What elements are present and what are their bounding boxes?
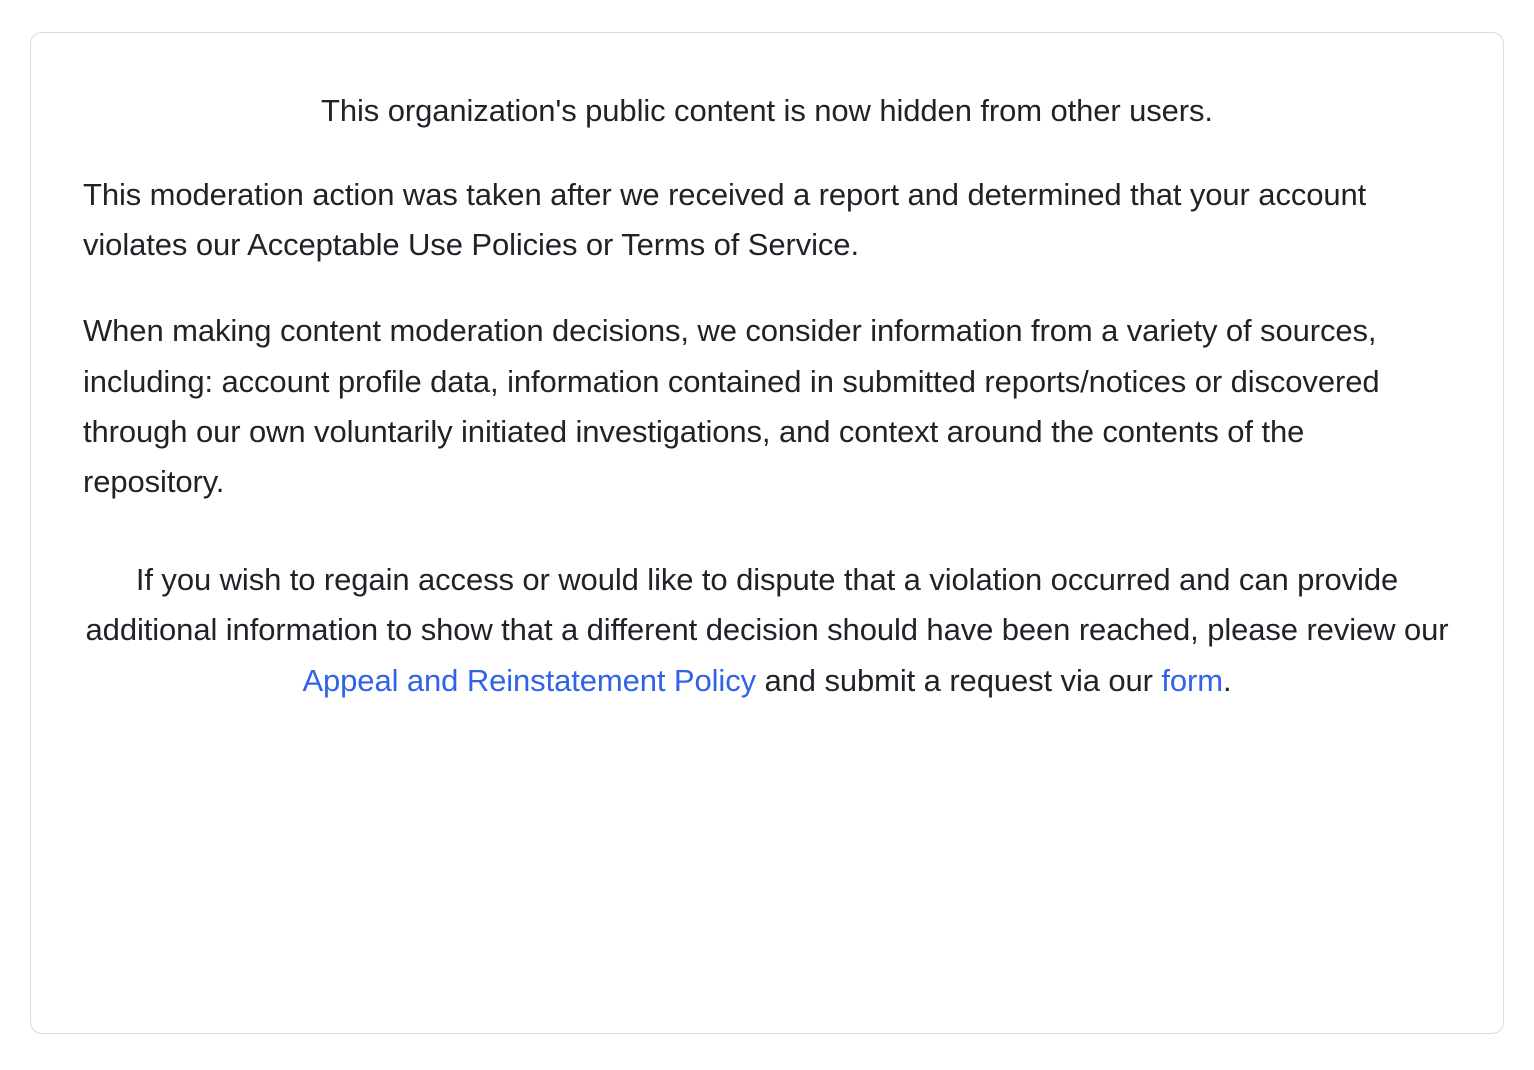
moderation-notice-card <box>30 32 1504 1034</box>
form-link[interactable]: form <box>1161 662 1224 698</box>
appeal-and-reinstatement-policy-link[interactable]: Appeal and Reinstatement Policy <box>302 662 757 698</box>
notice-paragraph-sources: When making content moderation decisions, we consider information from a variety of sources, including: account profile data, information contained in submitted reports/notices or discovered through our own voluntarily initiated investigations, and context around the contents of the repository. <box>83 313 1380 500</box>
notice-paragraph-reason: This moderation action was taken after we received a report and determined that your account violates our Acceptable Use Policies or Terms of Service. <box>83 176 1367 263</box>
appeal-text-suffix: . <box>1223 662 1232 698</box>
notice-headline: This organization's public content is now hidden from other users. <box>321 93 1213 128</box>
notice-appeal-paragraph <box>83 555 1451 706</box>
appeal-text-middle: and submit a request via our <box>756 662 1162 698</box>
appeal-text-prefix: If you wish to regain access or would like to dispute that a violation occurred and can provide additional information to show that a different decision should have been reached, please review our <box>85 562 1449 648</box>
